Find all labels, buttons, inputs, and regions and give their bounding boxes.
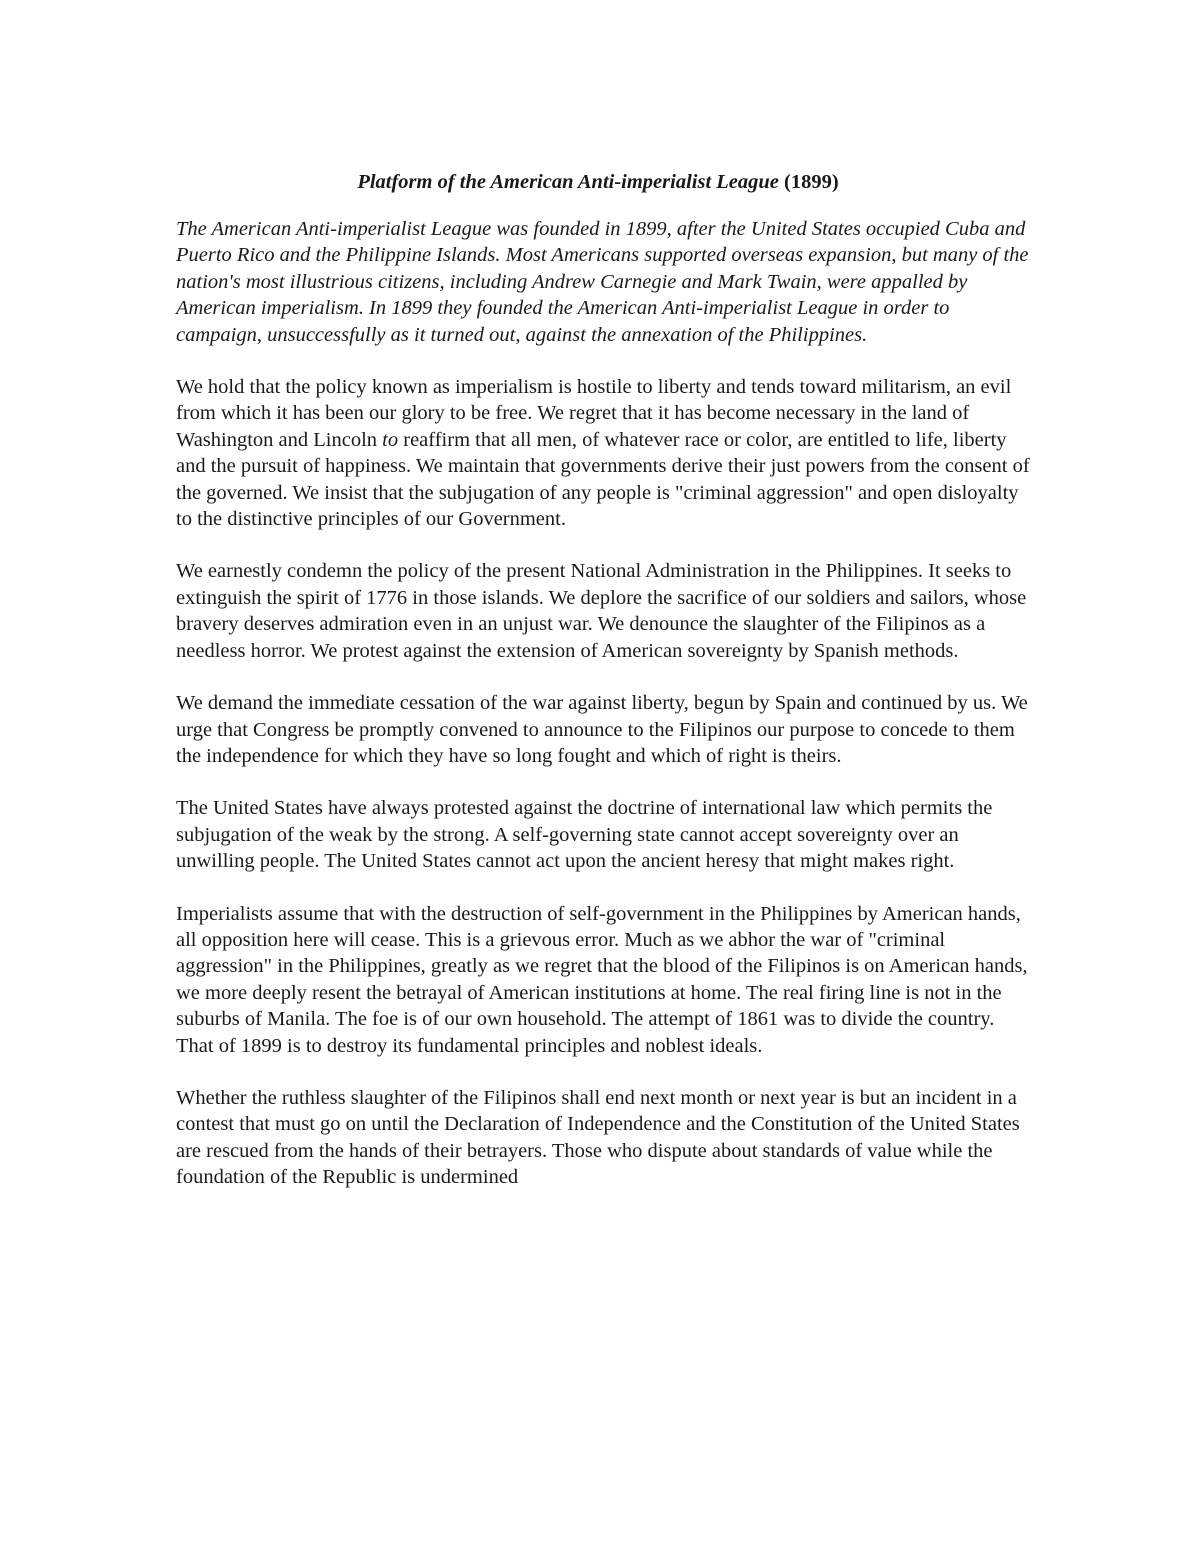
paragraph-2: We earnestly condemn the policy of the present National Administration in the Philippines. It seeks to extinguish the spirit of 1776 in those islands. We deplore the sacrifice of our soldiers and sailors, whose bravery deserves admiration even in an unjust war. We denounce the slaughter of the Filipinos as a needless horror. We protest against the extension of American sovereignty by Spanish methods. <box>176 560 1027 662</box>
title-year: (1899) <box>784 171 839 193</box>
paragraph-1-part-a: We hold that the policy known as imperialism is hostile to liberty and tends toward militarism, an evil from which it has been our glory to be free. We regret that it has become necessary in the land of Washington and Lincoln <box>176 376 1012 451</box>
title-main: Platform of the American Anti-imperialist League <box>357 171 779 193</box>
document-body <box>176 168 1036 1217</box>
paragraph-4: The United States have always protested against the doctrine of international law which permits the subjugation of the weak by the strong. A self-governing state cannot accept sovereignty over an unwilling people. The United States cannot act upon the ancient heresy that might makes right. <box>176 797 993 873</box>
paragraph-1-italic-word: to <box>382 428 399 451</box>
paragraph-6: Whether the ruthless slaughter of the Filipinos shall end next month or next year is but an incident in a contest that must go on until the Declaration of Independence and the Constitution of the United States are rescued from the hands of their betrayers. Those who dispute about standards of value while the foundation of the Republic is undermined <box>176 1086 1020 1189</box>
paragraph-5: Imperialists assume that with the destruction of self-government in the Philippines by American hands, all opposition here will cease. This is a grievous error. Much as we abhor the war of "criminal aggression" in the Philippines, greatly as we regret that the blood of the Filipinos is on American hands, we more deeply resent the betrayal of American institutions at home. The real firing line is not in the suburbs of Manila. The foe is of our own household. The attempt of 1861 was to divide the country. That of 1899 is to destroy its fundamental principles and noblest ideals. <box>176 902 1028 1057</box>
document-title <box>176 168 1036 196</box>
intro-paragraph: The American Anti-imperialist League was founded in 1899, after the United States occupied Cuba and Puerto Rico and the Philippine Islands. Most Americans supported overseas expansion, but many of the nation's most illustrious citizens, including Andrew Carnegie and Mark Twain, were appalled by American imperialism. In 1899 they founded the American Anti-imperialist League in order to campaign, unsuccessfully as it turned out, against the annexation of the Philippines. <box>176 218 1029 346</box>
paragraph-1-part-b: reaffirm that all men, of whatever race or color, are entitled to life, liberty and the pursuit of happiness. We maintain that governments derive their just powers from the consent of the governed. We insist that the subjugation of any people is "criminal aggression" and open disloyalty to the distinctive principles of our Government. <box>176 428 1030 531</box>
paragraph-1 <box>176 374 1036 532</box>
paragraph-3: We demand the immediate cessation of the war against liberty, begun by Spain and continued by us. We urge that Congress be promptly convened to announce to the Filipinos our purpose to concede to them the independence for which they have so long fought and which of right is theirs. <box>176 692 1028 767</box>
